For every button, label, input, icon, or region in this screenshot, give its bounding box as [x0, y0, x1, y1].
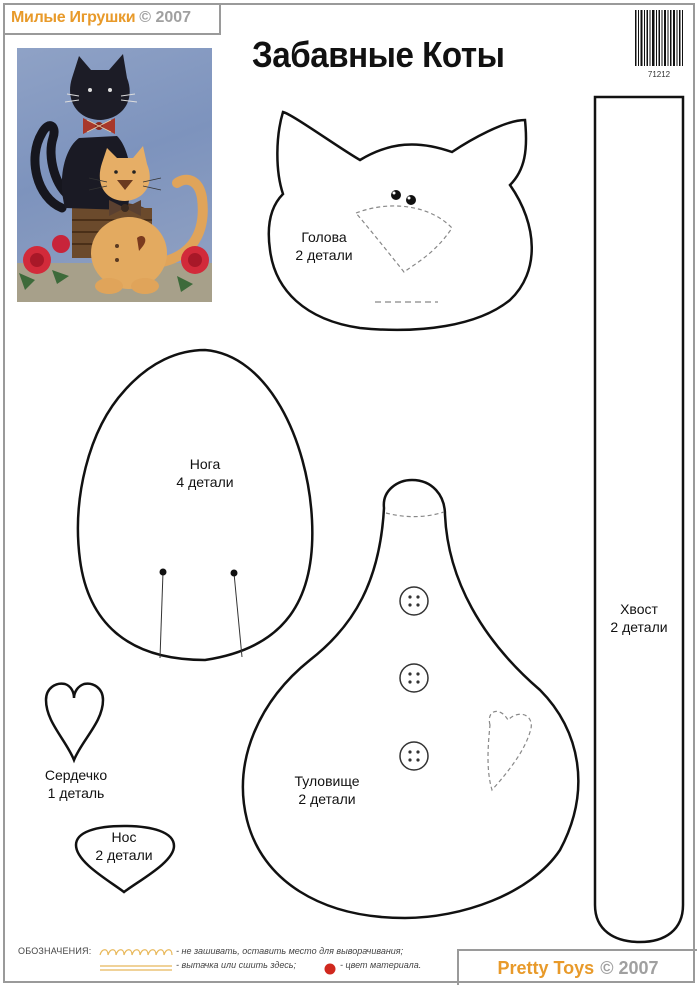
leg-count: 4 детали — [176, 474, 234, 490]
legend-key-label: ОБОЗНАЧЕНИЯ: — [18, 946, 92, 956]
eye-icon — [391, 190, 401, 200]
legend-item-opening: - не зашивать, оставить место для выворачивания; — [176, 946, 404, 956]
nose-name: Нос — [111, 829, 137, 845]
legend-item-dart: - вытачка или сшить здесь; — [176, 960, 297, 970]
barcode-number: 71212 — [647, 70, 671, 79]
leg-label — [150, 455, 260, 491]
heart-name: Сердечко — [44, 767, 108, 783]
button-icon — [400, 587, 428, 615]
legend-row-opening — [18, 944, 458, 958]
body-name: Туловище — [294, 773, 360, 789]
leg-pattern — [78, 350, 312, 660]
heart-mark-icon — [488, 711, 531, 790]
heart-count: 1 деталь — [47, 785, 105, 801]
body-pattern — [243, 480, 578, 918]
body-count: 2 детали — [298, 791, 356, 807]
legend-item-color: - цвет материала. — [340, 960, 422, 970]
eye-icon — [406, 195, 416, 205]
heart-pattern — [46, 684, 103, 760]
head-count: 2 детали — [295, 247, 353, 263]
tail-label — [590, 600, 688, 636]
head-label — [274, 228, 374, 264]
footer-brand-name: Pretty Toys — [497, 957, 595, 978]
tail-count: 2 детали — [610, 619, 668, 635]
brand-footer — [457, 949, 697, 985]
tail-pattern — [595, 97, 683, 942]
leg-name: Нога — [189, 456, 221, 472]
footer-brand-year: © 2007 — [600, 957, 659, 978]
page-title: Забавные Коты — [252, 34, 505, 75]
button-icon — [400, 742, 428, 770]
brand-year: © 2007 — [139, 9, 192, 26]
button-icon — [400, 664, 428, 692]
nose-label — [74, 828, 174, 864]
legend-row-dart — [18, 958, 458, 972]
head-pattern — [269, 112, 532, 330]
heart-label — [26, 766, 126, 802]
legend — [18, 944, 458, 972]
brand-name: Милые Игрушки — [11, 9, 136, 26]
nose-count: 2 детали — [95, 847, 153, 863]
head-name: Голова — [301, 229, 347, 245]
tail-name: Хвост — [620, 601, 658, 617]
body-label — [272, 772, 382, 808]
